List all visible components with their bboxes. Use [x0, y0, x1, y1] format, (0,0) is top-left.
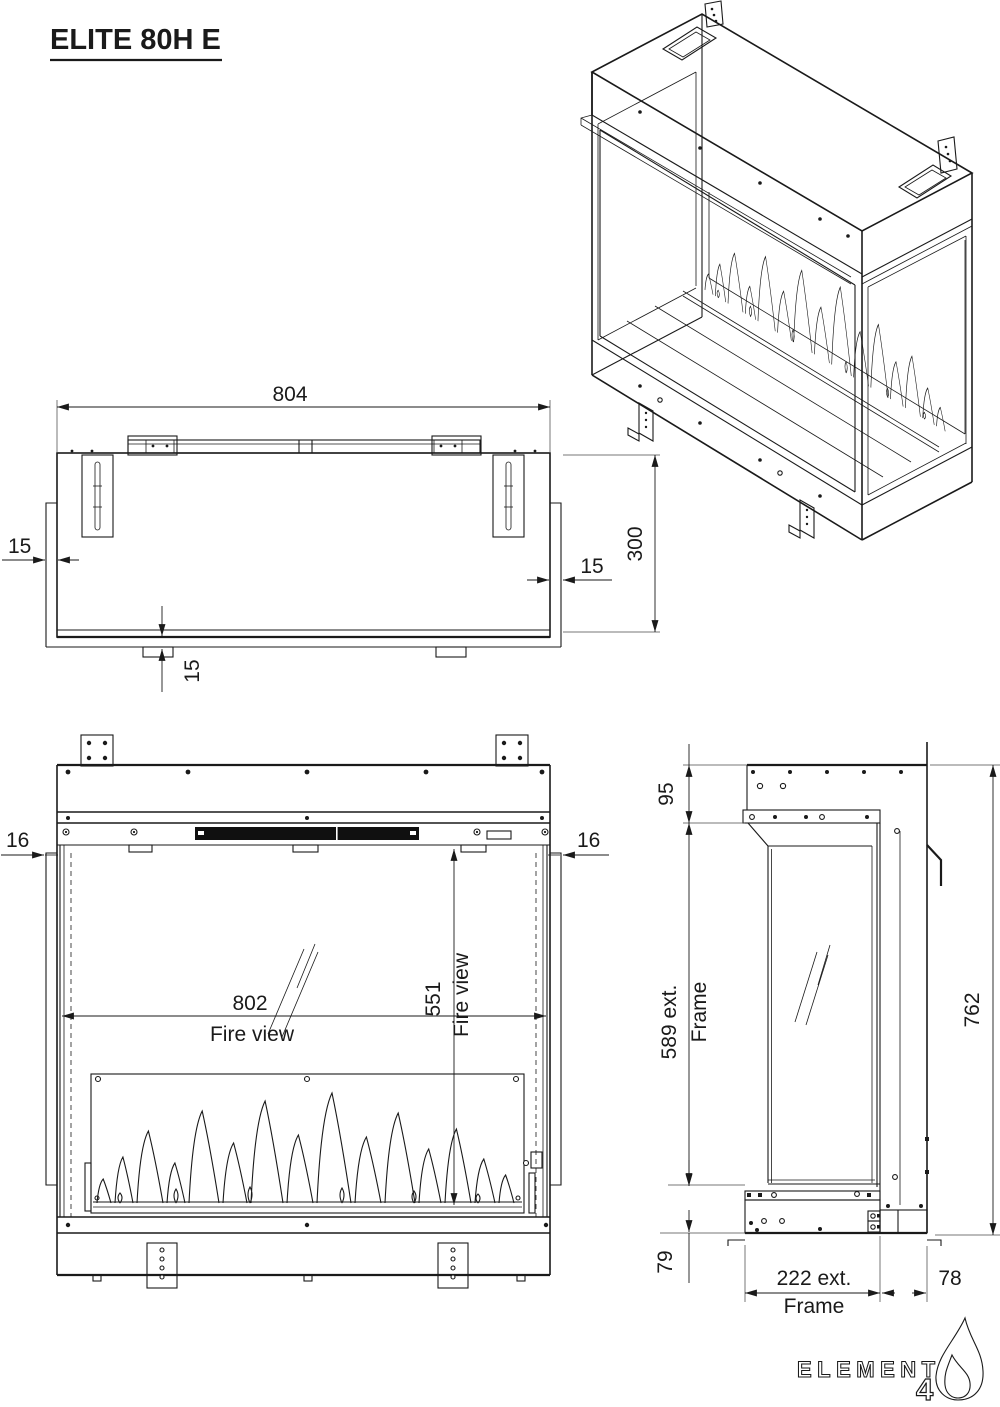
- side-top-flange: [743, 810, 880, 823]
- iso-top-slot-right: [899, 165, 951, 198]
- plan-body: [57, 453, 550, 637]
- brand-number: 4: [916, 1372, 934, 1402]
- plan-dim-depth: [563, 455, 660, 632]
- iso-right-face: [862, 173, 972, 540]
- front-mount-plate-right: [496, 735, 528, 766]
- front-dim-overlap-left: [1, 829, 58, 861]
- front-flanges: [46, 853, 561, 1185]
- front-fire-height-value: 551: [422, 981, 445, 1017]
- isometric-view: [581, 1, 972, 540]
- iso-mount-tab-left: [705, 1, 723, 27]
- side-body: [728, 742, 941, 1246]
- front-dim-fire-width: [62, 992, 546, 1046]
- iso-top-slot-left: [663, 27, 716, 60]
- plan-dim-flange-left: [2, 535, 79, 560]
- front-dim-overlap-right: [548, 829, 609, 861]
- front-mount-plate-left: [81, 735, 113, 766]
- side-depth-value: 222 ext.: [776, 1267, 852, 1290]
- front-fire-width-value: 802: [232, 992, 268, 1015]
- side-bottom-flange: [745, 1191, 880, 1200]
- plan-flanges: [46, 503, 561, 657]
- iso-top-cap: [581, 72, 862, 284]
- iso-top-face: [592, 14, 972, 231]
- side-dim-top-cap: [655, 744, 747, 823]
- iso-flame-strip: [705, 207, 945, 431]
- plan-dim-flange-back: [162, 606, 204, 692]
- side-back-value: 78: [938, 1267, 962, 1290]
- side-depth-label: Frame: [783, 1295, 845, 1318]
- plan-depth-value: 300: [624, 526, 647, 562]
- brand-name: ELEMENT: [797, 1357, 941, 1382]
- front-overlap-right-value: 16: [577, 829, 601, 852]
- front-flame-panel: [85, 1074, 542, 1213]
- front-opening-frame: [60, 845, 547, 1217]
- side-top-cap-value: 95: [655, 782, 678, 806]
- plan-slot-left: [82, 455, 113, 537]
- side-glass-label: Frame: [688, 981, 711, 1043]
- plan-slot-right: [493, 455, 524, 537]
- iso-foot-bracket-left: [628, 403, 653, 441]
- flame-icon: [936, 1318, 983, 1400]
- iso-foot-bracket-right: [789, 500, 814, 538]
- plan-dim-width: [57, 383, 550, 452]
- side-dim-back: [882, 1246, 962, 1302]
- side-base-box: [745, 1200, 880, 1233]
- page-title: ELITE 80H E: [50, 24, 221, 56]
- side-wall-hook: [927, 845, 941, 886]
- drawing-title: [50, 24, 222, 60]
- brand-logo: [797, 1318, 983, 1402]
- plan-view: [2, 383, 660, 692]
- side-glass-value: 589 ext.: [658, 984, 681, 1060]
- front-view: [1, 735, 609, 1288]
- plan-bracket-right: [432, 436, 481, 455]
- side-dim-glass: [658, 823, 745, 1185]
- plan-flange-back-value: 15: [181, 659, 204, 683]
- front-top-cap: [57, 770, 550, 852]
- plan-flange-left-value: 15: [8, 535, 32, 558]
- front-overlap-left-value: 16: [6, 829, 30, 852]
- side-dim-base: [654, 1160, 745, 1283]
- plan-bracket-left: [128, 436, 177, 455]
- front-fire-height-label: Fire view: [450, 952, 473, 1038]
- iso-burner-tray: [627, 291, 939, 477]
- iso-left-face: [592, 14, 702, 375]
- side-dim-depth: [745, 1236, 880, 1318]
- plan-dim-flange-right: [527, 555, 612, 580]
- flame-strip: [97, 1093, 514, 1203]
- front-fire-width-label: Fire view: [209, 1023, 295, 1046]
- front-burner-slot: [195, 827, 419, 840]
- front-base: [57, 1217, 550, 1288]
- side-total-value: 762: [961, 992, 984, 1028]
- side-dim-total: [930, 765, 1000, 1235]
- side-view: [654, 742, 1000, 1318]
- plan-width-value: 804: [272, 383, 308, 406]
- side-base-value: 79: [654, 1250, 677, 1274]
- front-foot-bracket-left: [147, 1243, 177, 1288]
- plan-flange-right-value: 15: [580, 555, 604, 578]
- iso-base: [592, 340, 972, 540]
- plan-top-bar: [128, 440, 480, 453]
- front-foot-bracket-right: [438, 1243, 468, 1288]
